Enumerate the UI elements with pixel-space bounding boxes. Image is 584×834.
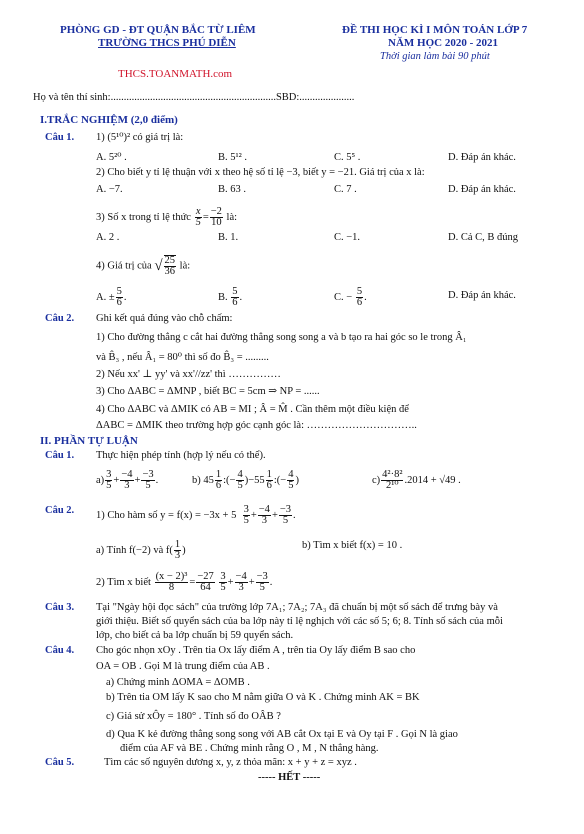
q4-frac-25-36: $\frac{25}{36}$ (164, 255, 176, 277)
c4-label: Câu 4. (45, 645, 75, 656)
c2-label: Câu 2. (45, 505, 75, 516)
q3-frac-neg2-10: $\frac{-2}{10}$ (210, 206, 222, 228)
part2-title: II. PHẦN TỰ LUẬN (40, 435, 138, 447)
cau1-q2-opt-c: C. 7 . (334, 184, 357, 195)
cau1-q4-opt-b: B. $\frac{5}{6}$ . (218, 286, 243, 308)
c4-d2: điểm của AF và BE . Chứng minh rằng O , M , N thẳng hàng. (120, 743, 379, 754)
c2-1a: a) Tính f(−2) và f( $\frac{1}{3}$ ) (96, 539, 186, 561)
c5-text: Tìm các số nguyên dương x, y, z thỏa mãn: x + y + z = xyz . (104, 757, 357, 768)
cau1-q4-opt-d: D. Đáp án khác. (448, 290, 516, 301)
c4-line2: OA = OB . Gọi M là trung điểm của AB . (96, 661, 270, 672)
cau2-label: Câu 2. (45, 313, 75, 324)
c1-part-b: b) 45 $\frac{1}{6}$ :(− $\frac{4}{5}$ )−55 $\frac{1}{6}$ :(− $\frac{4}{5}$ ) (192, 469, 299, 491)
site-watermark: THCS.TOANMATH.com (118, 68, 233, 80)
cau2-s1a: 1) Cho đường thẳng c cắt hai đường thẳng song song a và b tạo ra hai góc so le trong Â₁ (96, 332, 467, 343)
cau1-q3-pre: 3) Số x trong tỉ lệ thức (96, 211, 191, 223)
c5-label: Câu 5. (45, 757, 75, 768)
cau1-q3-post: là: (226, 211, 238, 223)
cau1-q1-opt-c: C. 5⁵ . (334, 152, 361, 163)
cau1-q1-opt-d: D. Đáp án khác. (448, 152, 516, 163)
q3-frac-x-5: $\frac{x}{5}$ (195, 206, 201, 228)
c3-line3: lớp, cho biết cả ba lớp chuẩn bị 59 quyển sách. (96, 630, 294, 641)
cau1-q1-opt-b: B. 5¹² . (218, 152, 248, 163)
cau1-q2-opt-d: D. Đáp án khác. (448, 184, 516, 195)
cau1-q3-opt-b: B. 1. (218, 232, 239, 243)
exam-duration: Thời gian làm bài 90 phút (380, 51, 490, 62)
cau2-s4a: 4) Cho ΔABC và ΔMIK có AB = MI ; Â = M̂ . Cần thêm một điều kiện để (96, 404, 409, 415)
c3-line1: Tại "Ngày hội đọc sách" của trường lớp 7A₁; 7A₂; 7A₃ đã chuẩn bị một số sách để trưng bày và (96, 602, 498, 613)
end-marker: ----- HẾT ----- (258, 772, 321, 783)
c1-intro: Thực hiện phép tính (hợp lý nếu có thể). (96, 450, 266, 461)
c4-a: a) Chứng minh ΔOMA = ΔOMB . (106, 677, 250, 688)
cau1-q1: 1) (5¹⁰)² có giá trị là: (96, 132, 184, 143)
exam-title: ĐỀ THI HỌC KÌ I MÔN TOÁN LỚP 7 (342, 24, 528, 36)
cau2-s4b: ΔABC = ΔMIK theo trường hợp góc cạnh góc là: ………………………….. (96, 420, 417, 431)
cau2-intro: Ghi kết quả đúng vào chỗ chấm: (96, 313, 233, 324)
c2-1b: b) Tìm x biết f(x) = 10 . (302, 540, 403, 551)
cau1-q3-opt-a: A. 2 . (96, 232, 120, 243)
header-department: PHÒNG GD - ĐT QUẬN BẮC TỪ LIÊM (60, 24, 256, 36)
cau1-q4-pre: 4) Giá trị của (96, 260, 152, 272)
c4-c: c) Giả sử xÔy = 180° . Tính số đo OÂB ? (106, 711, 281, 722)
c4-d1: d) Qua K kẻ đường thẳng song song với AB cắt Ox tại E và Oy tại F . Gọi N là giao (106, 729, 458, 740)
c3-label: Câu 3. (45, 602, 75, 613)
cau1-q4: 4) Giá trị của √ $\frac{25}{36}$ là: (96, 255, 191, 277)
c2-2: 2) Tìm x biết $\frac{\text{(x − 2)³}}{8}$ = $\frac{-27}{64}$ $\frac{3}{5}$ + $\frac{-4}{3}$ + $\frac{-3}{5}$ . (96, 571, 273, 593)
cau1-q4-opt-c: C. − $\frac{5}{6}$ . (334, 286, 367, 308)
cau2-s1b: và B̂₃ , nếu Â₁ = 80⁰ thì số đo B̂₃ = ......... (96, 352, 269, 363)
c2-function: 1) Cho hàm số y = f(x) = −3x + 5 $\frac{3}{5}$ + $\frac{-4}{3}$ + $\frac{-3}{5}$ . (96, 504, 296, 526)
header-school: TRƯỜNG THCS PHÚ DIỄN (98, 37, 236, 49)
c3-line2: giới thiệu. Biết số quyển sách của ba lớp này tỉ lệ nghịch với các số 5; 6; 8. Tính số sách của mỗi (96, 616, 503, 627)
cau2-s3: 3) Cho ΔABC = ΔMNP , biết BC = 5cm ⇒ NP = ...... (96, 386, 320, 397)
c1-label: Câu 1. (45, 450, 75, 461)
cau1-q3-opt-d: D. Cả C, B đúng (448, 232, 519, 243)
cau1-q3-opt-c: C. −1. (334, 232, 361, 243)
cau1-q2-opt-a: A. −7. (96, 184, 123, 195)
cau1-label: Câu 1. (45, 132, 75, 143)
cau1-q4-opt-a: A. ± $\frac{5}{6}$ . (96, 286, 127, 308)
cau1-q1-opt-a: A. 5²⁰ . (96, 152, 127, 163)
cau1-q2-opt-b: B. 63 . (218, 184, 247, 195)
c4-line1: Cho góc nhọn xOy . Trên tia Ox lấy điểm A , trên tia Oy lấy điểm B sao cho (96, 645, 416, 656)
cau1-q2: 2) Cho biết y tỉ lệ thuận với x theo hệ số tỉ lệ −3, biết y = −21. Giá trị của x là: (96, 167, 425, 178)
c4-b: b) Trên tia OM lấy K sao cho M nằm giữa O và K . Chứng minh AK = BK (106, 692, 420, 703)
cau1-q4-post: là: (179, 260, 191, 272)
part1-title: I.TRẮC NGHIỆM (2,0 điểm) (40, 114, 178, 126)
cau2-s2: 2) Nếu xx' ⊥ yy' và xx'//zz' thì …………… (96, 369, 281, 380)
student-info-line: Họ và tên thí sinh:...............................................................SBD:..................... (33, 92, 355, 103)
c1-part-c: c) $\frac{\text{4²·8²}}{\text{2¹⁰}}$ .2014 + √49 . (372, 469, 461, 491)
cau1-q3: 3) Số x trong tỉ lệ thức $\frac{x}{5}$ = $\frac{-2}{10}$ là: (96, 206, 238, 228)
school-year: NĂM HỌC 2020 - 2021 (388, 37, 498, 49)
c1-part-a: a) $\frac{3}{5}$ + $\frac{-4}{3}$ + $\frac{-3}{5}$ . (96, 469, 159, 491)
